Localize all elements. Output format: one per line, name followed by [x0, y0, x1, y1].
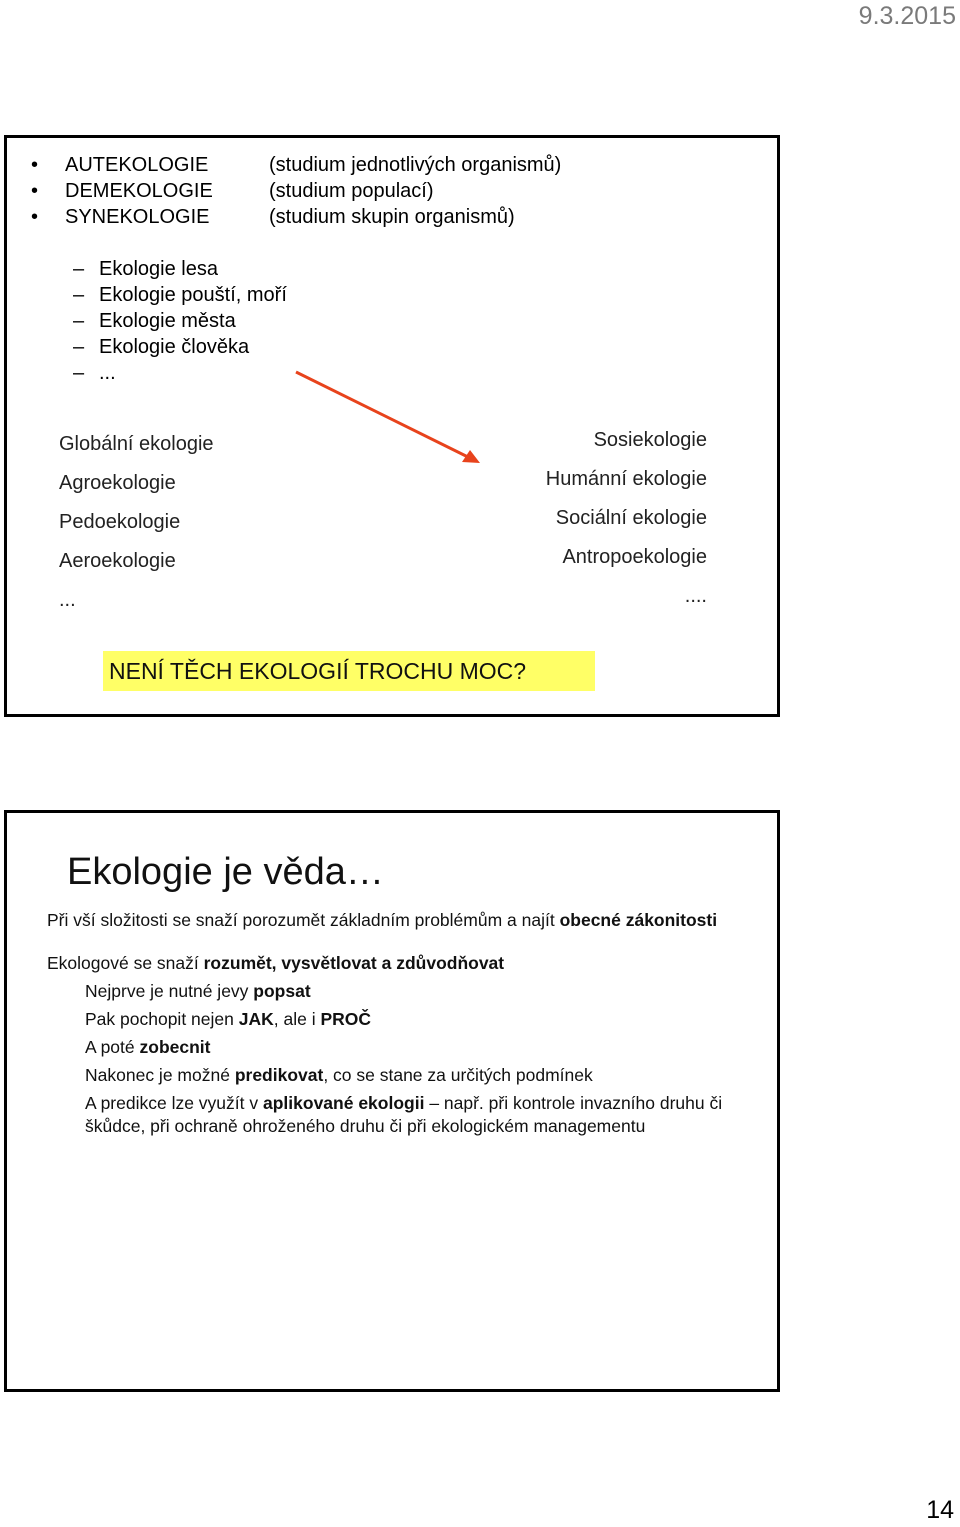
- bullet-desc: (studium skupin organismů): [269, 206, 515, 228]
- left-list-item: ...: [59, 589, 76, 611]
- dash-icon: –: [73, 336, 85, 358]
- slide-title: Ekologie je věda…: [67, 851, 384, 893]
- right-list-item: Sosiekologie: [593, 429, 707, 451]
- left-list-item: Pedoekologie: [59, 511, 181, 533]
- sub-paragraph: [47, 1008, 727, 1031]
- dash-icon: –: [73, 284, 85, 306]
- slide-ecology-branches: [4, 135, 780, 717]
- right-list-item: ....: [684, 585, 707, 607]
- bullet-term: AUTEKOLOGIE: [65, 154, 209, 176]
- arrow-icon: [292, 368, 492, 468]
- left-ecology-list: [59, 429, 214, 624]
- text: Nakonec je možné: [85, 1065, 235, 1085]
- dash-item: [73, 334, 287, 360]
- dash-icon: –: [73, 362, 85, 384]
- bullet-dot-icon: •: [31, 180, 39, 202]
- dash-item-label: Ekologie města: [99, 310, 236, 332]
- emphasis: obecné zákonitosti: [559, 910, 718, 930]
- text: Při vší složitosti se snaží porozumět základním problémům a najít: [47, 910, 560, 930]
- bullet-list: [31, 152, 561, 230]
- emphasis: PROČ: [320, 1009, 372, 1029]
- right-list-item: Antropoekologie: [562, 546, 707, 568]
- left-list-item: Aeroekologie: [59, 550, 176, 572]
- text: A poté: [85, 1037, 140, 1057]
- slide-body: [47, 909, 727, 1143]
- left-list-item: Globální ekologie: [59, 433, 214, 455]
- text: A predikce lze využít v: [85, 1093, 263, 1113]
- dash-icon: –: [73, 310, 85, 332]
- emphasis: popsat: [253, 981, 311, 1001]
- text: Nejprve je nutné jevy: [85, 981, 254, 1001]
- paragraph: [47, 909, 727, 932]
- dash-item-label: Ekologie člověka: [99, 336, 250, 358]
- page-number: 14: [926, 1496, 954, 1524]
- text: Pak pochopit nejen: [85, 1009, 239, 1029]
- text: Ekologové se snaží: [47, 953, 204, 973]
- sub-paragraph: [47, 1064, 727, 1087]
- bullet-desc: (studium populací): [269, 180, 434, 202]
- slide-ecology-science: [4, 810, 780, 1392]
- dash-list: [73, 256, 287, 386]
- dash-item: [73, 360, 287, 386]
- bullet-item: [31, 204, 561, 230]
- right-ecology-list: [546, 425, 707, 620]
- bullet-item: [31, 178, 561, 204]
- page-date: 9.3.2015: [858, 2, 956, 30]
- sub-paragraph: [47, 980, 727, 1003]
- text: , co se stane za určitých podmínek: [323, 1065, 593, 1085]
- dash-icon: –: [73, 258, 85, 280]
- dash-item: [73, 308, 287, 334]
- text: – např. při kontrole invazního druhu či škůdce, při ochraně ohroženého druhu či při ekologickém managementu: [85, 1093, 723, 1136]
- text: , ale i: [273, 1009, 321, 1029]
- sub-paragraph: [47, 1036, 727, 1059]
- highlight-question: NENÍ TĚCH EKOLOGIÍ TROCHU MOC?: [103, 651, 595, 691]
- dash-item-label: ...: [99, 362, 116, 384]
- bullet-dot-icon: •: [31, 154, 39, 176]
- emphasis: aplikované ekologii: [263, 1093, 425, 1113]
- emphasis: rozumět, vysvětlovat a zdůvodňovat: [203, 953, 505, 973]
- bullet-item: [31, 152, 561, 178]
- bullet-desc: (studium jednotlivých organismů): [269, 154, 562, 176]
- bullet-term: DEMEKOLOGIE: [65, 180, 213, 202]
- paragraph: [47, 952, 727, 975]
- right-list-item: Sociální ekologie: [555, 507, 707, 529]
- bullet-term: SYNEKOLOGIE: [65, 206, 210, 228]
- left-list-item: Agroekologie: [59, 472, 176, 494]
- emphasis: zobecnit: [139, 1037, 211, 1057]
- dash-item-label: Ekologie pouští, moří: [99, 284, 287, 306]
- right-list-item: Humánní ekologie: [545, 468, 707, 490]
- emphasis: predikovat: [234, 1065, 324, 1085]
- dash-item: [73, 282, 287, 308]
- dash-item: [73, 256, 287, 282]
- dash-item-label: Ekologie lesa: [99, 258, 218, 280]
- sub-paragraph: [47, 1092, 727, 1138]
- emphasis: JAK: [238, 1009, 274, 1029]
- bullet-dot-icon: •: [31, 206, 39, 228]
